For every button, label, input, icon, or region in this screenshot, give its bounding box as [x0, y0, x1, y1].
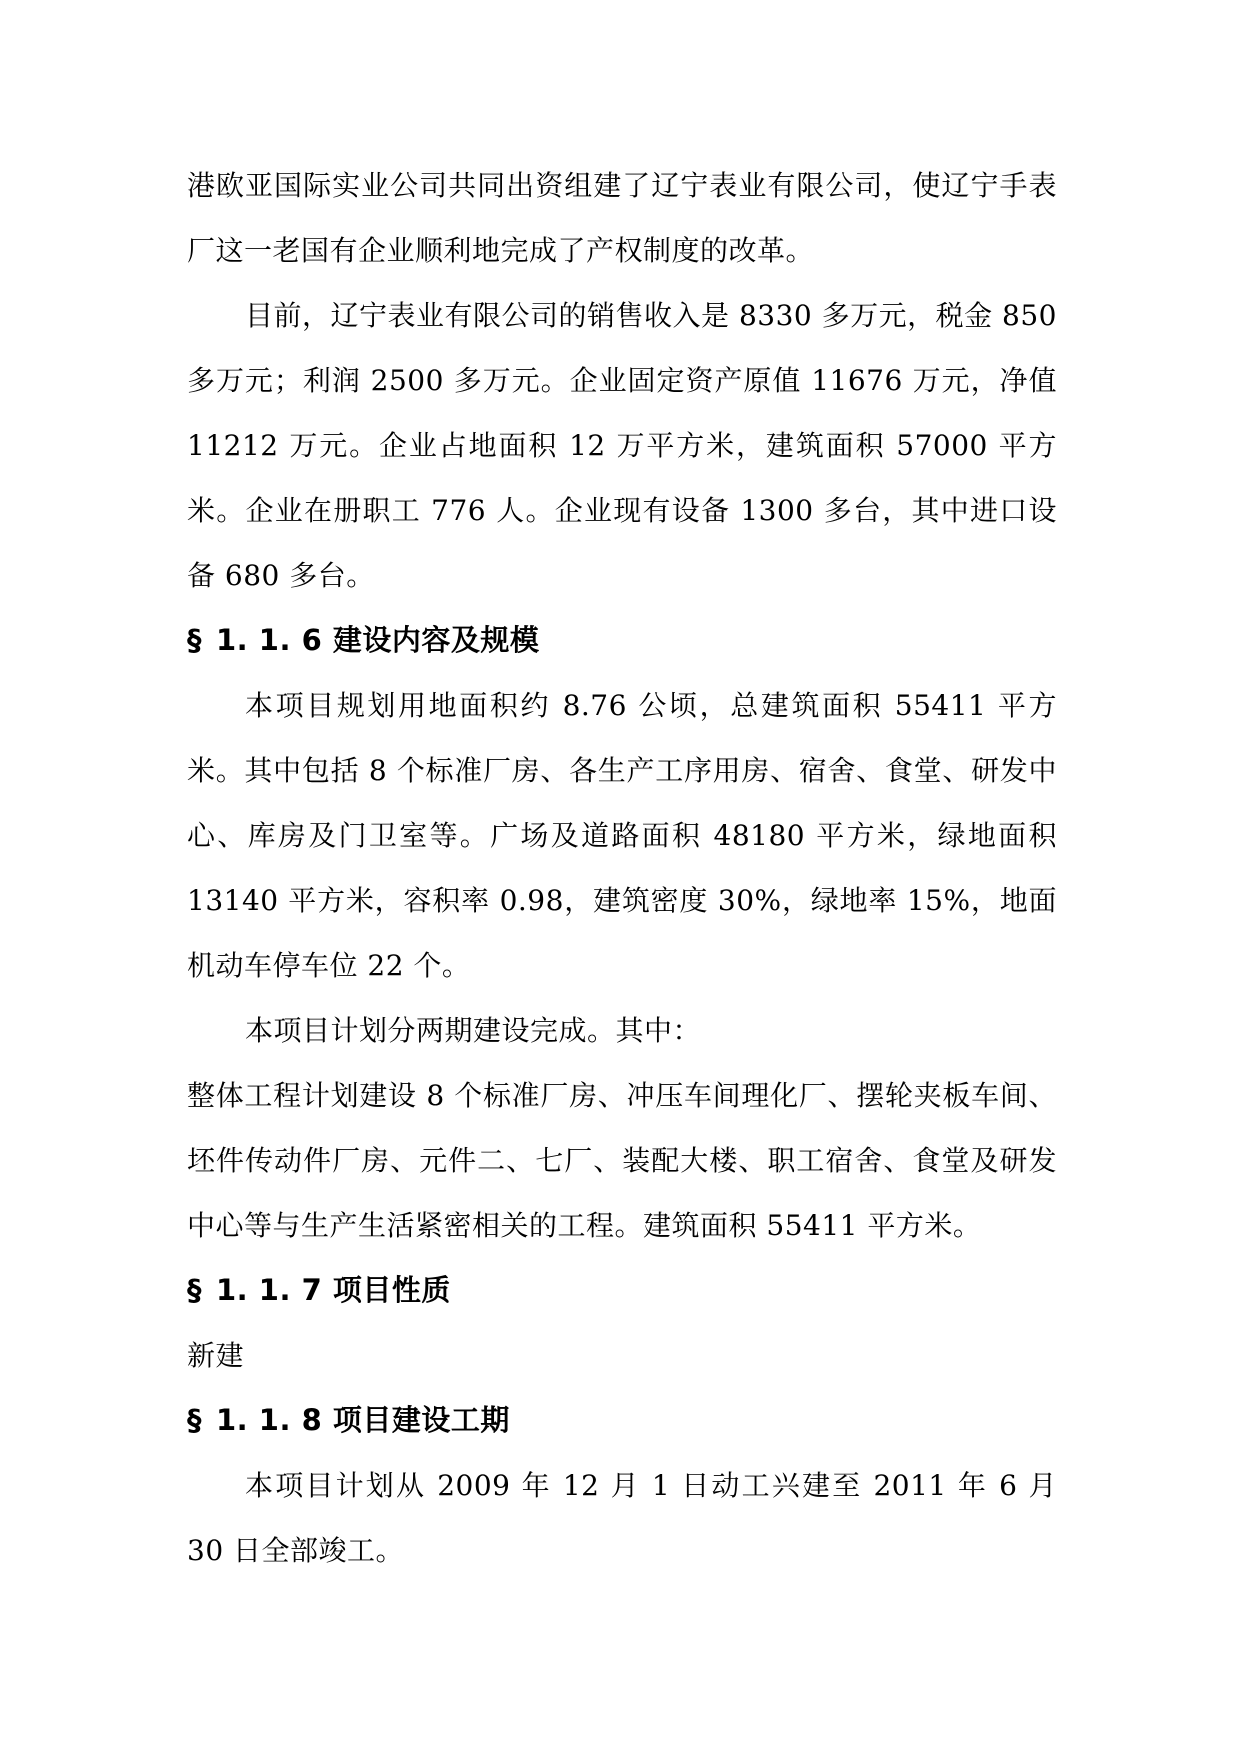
paragraph-construction-period: 本项目计划从 2009 年 12 月 1 日动工兴建至 2011 年 6 月 30 日全部竣工。 [187, 1469, 1057, 1567]
section-symbol: § [187, 1273, 202, 1307]
paragraph-overall-works: 整体工程计划建设 8 个标准厂房、冲压车间理化厂、摆轮夹板车间、坯件传动件厂房、元件二、七厂、装配大楼、职工宿舍、食堂及研发中心等与生产生活紧密相关的工程。建筑面积 55411 平方米。 [187, 1079, 1057, 1242]
paragraph-company-status: 目前，辽宁表业有限公司的销售收入是 8330 多万元，税金 850 多万元；利润 2500 多万元。企业固定资产原值 11676 万元，净值 11212 万元。企业占地面积 12 万平方米，建筑面积 57000 平方米。企业在册职工 776 人。企业现有设备 1300 多台，其中进口设备 680 多台。 [187, 299, 1057, 592]
section-heading-1-1-6 [187, 608, 1057, 673]
section-heading-1-1-8 [187, 1388, 1057, 1453]
section-heading-text: 1. 1. 6 建设内容及规模 [216, 623, 540, 657]
paragraph-project-nature: 新建 [187, 1339, 245, 1372]
section-symbol: § [187, 1403, 202, 1437]
document-body [187, 153, 1057, 1583]
section-heading-1-1-7 [187, 1258, 1057, 1323]
paragraph-company-restructure: 港欧亚国际实业公司共同出资组建了辽宁表业有限公司，使辽宁手表厂这一老国有企业顺利地完成了产权制度的改革。 [187, 169, 1057, 267]
paragraph-phases: 本项目计划分两期建设完成。其中： [245, 1014, 702, 1047]
section-heading-text: 1. 1. 7 项目性质 [216, 1273, 451, 1307]
section-heading-text: 1. 1. 8 项目建设工期 [216, 1403, 510, 1437]
section-symbol: § [187, 623, 202, 657]
paragraph-construction-scale: 本项目规划用地面积约 8.76 公顷，总建筑面积 55411 平方米。其中包括 8 个标准厂房、各生产工序用房、宿舍、食堂、研发中心、库房及门卫室等。广场及道路面积 48180 平方米，绿地面积 13140 平方米，容积率 0.98，建筑密度 30%，绿地率 15%，地面机动车停车位 22 个。 [187, 689, 1057, 982]
